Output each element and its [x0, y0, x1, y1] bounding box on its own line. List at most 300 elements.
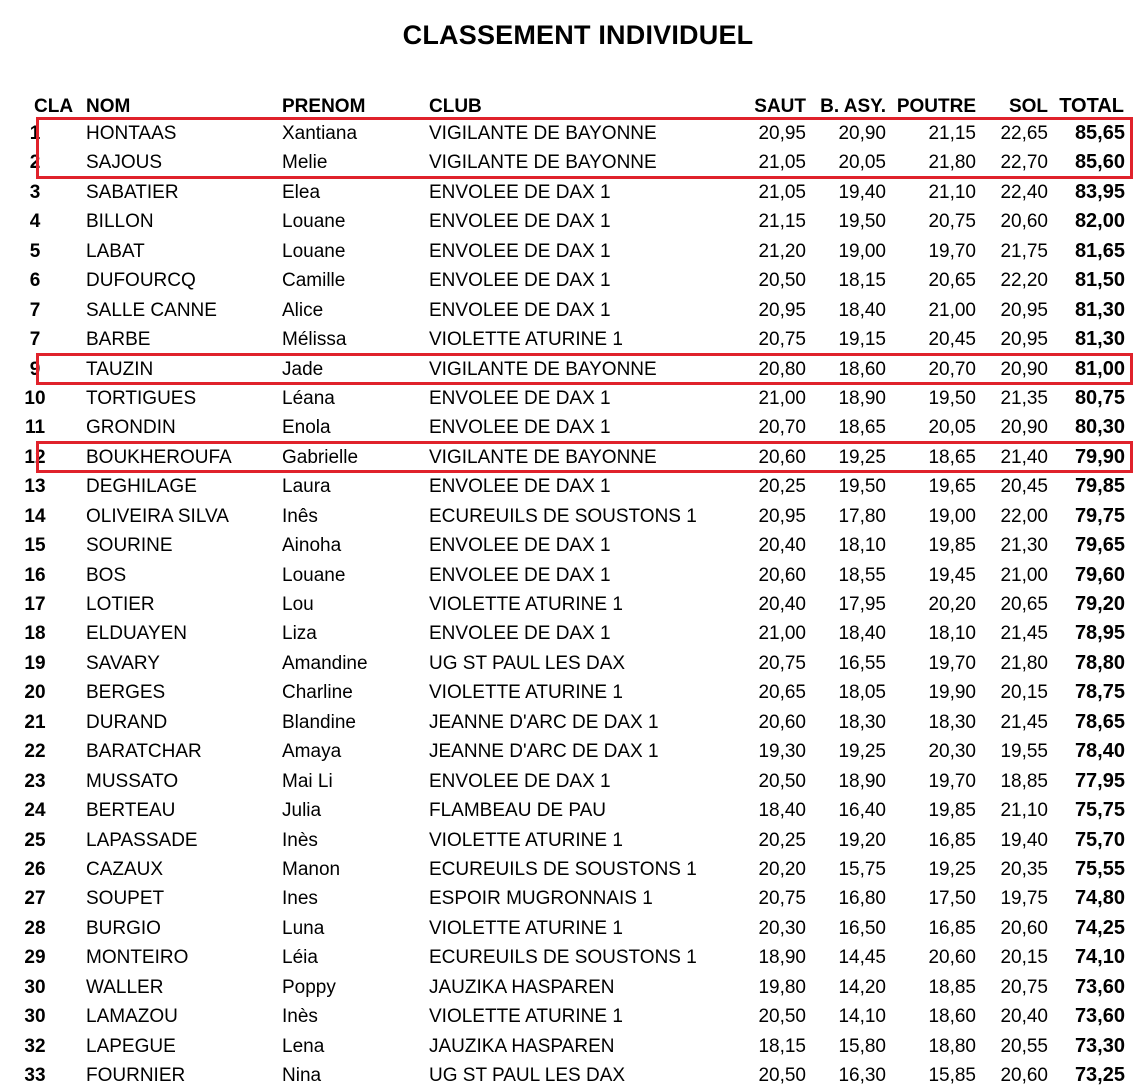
cell-poutre: 19,85 [928, 800, 976, 822]
cell-sol: 20,95 [1000, 329, 1048, 351]
cell-total: 75,55 [1074, 857, 1125, 880]
header-saut: SAUT [754, 96, 806, 117]
cell-nom: LABAT [86, 240, 145, 262]
cell-sol: 22,70 [1000, 152, 1048, 174]
cell-rank: 33 [24, 1065, 46, 1086]
table-row [0, 943, 1142, 972]
cell-club: ENVOLEE DE DAX 1 [429, 535, 611, 557]
cell-saut: 20,40 [758, 594, 806, 615]
cell-basy: 19,50 [838, 211, 886, 233]
cell-prenom: Lena [282, 1035, 325, 1057]
cell-total: 79,85 [1074, 475, 1125, 498]
cell-total: 78,80 [1074, 651, 1125, 674]
cell-saut: 20,40 [758, 535, 806, 557]
cell-prenom: Poppy [282, 976, 336, 998]
cell-club: ENVOLEE DE DAX 1 [429, 299, 611, 321]
cell-rank: 2 [29, 152, 41, 174]
table-row [0, 266, 1142, 295]
cell-basy: 19,20 [838, 829, 886, 851]
cell-prenom: Inès [282, 829, 318, 851]
cell-poutre: 20,05 [928, 417, 976, 439]
cell-total: 73,60 [1074, 975, 1125, 998]
cell-nom: DEGHILAGE [86, 476, 197, 498]
cell-club: VIOLETTE ATURINE 1 [429, 594, 623, 615]
cell-sol: 20,60 [1000, 211, 1048, 233]
cell-rank: 32 [24, 1035, 46, 1057]
cell-poutre: 18,85 [928, 976, 976, 998]
cell-total: 81,30 [1074, 298, 1125, 321]
cell-rank: 9 [29, 358, 41, 380]
table-row [0, 796, 1142, 825]
cell-prenom: Camille [282, 270, 346, 292]
table-row [0, 678, 1142, 707]
table-row [0, 1032, 1142, 1061]
cell-basy: 18,60 [838, 358, 886, 380]
table-row [0, 502, 1142, 531]
cell-nom: SOURINE [86, 535, 173, 557]
cell-sol: 20,95 [1000, 299, 1048, 321]
cell-saut: 20,50 [758, 1065, 806, 1086]
cell-saut: 19,30 [758, 741, 806, 763]
cell-saut: 18,40 [758, 800, 806, 822]
cell-total: 78,65 [1074, 710, 1125, 733]
cell-basy: 19,40 [838, 181, 886, 203]
cell-basy: 17,95 [838, 594, 886, 615]
cell-prenom: Ainoha [282, 535, 342, 557]
cell-rank: 20 [24, 682, 46, 704]
header-rank: CLA [34, 96, 74, 117]
cell-total: 83,95 [1074, 180, 1125, 203]
table-row [0, 384, 1142, 413]
cell-sol: 21,75 [1000, 240, 1048, 262]
cell-prenom: Léana [282, 387, 335, 409]
cell-club: ENVOLEE DE DAX 1 [429, 270, 611, 292]
cell-poutre: 18,10 [928, 623, 976, 645]
cell-poutre: 19,50 [928, 387, 976, 409]
cell-poutre: 16,85 [928, 829, 976, 851]
cell-rank: 1 [29, 123, 41, 144]
cell-club: VIGILANTE DE BAYONNE [429, 152, 657, 174]
cell-rank: 4 [29, 211, 41, 233]
cell-nom: SABATIER [86, 181, 179, 203]
table-row [0, 590, 1142, 619]
cell-rank: 22 [24, 741, 46, 763]
cell-nom: SAVARY [86, 652, 160, 674]
cell-nom: SOUPET [86, 888, 165, 910]
cell-basy: 20,90 [838, 123, 886, 144]
cell-poutre: 19,70 [928, 652, 976, 674]
table-row [0, 355, 1142, 384]
cell-total: 85,65 [1074, 122, 1125, 144]
cell-sol: 18,85 [1000, 770, 1048, 792]
cell-basy: 18,55 [838, 564, 886, 586]
cell-saut: 20,65 [758, 682, 806, 704]
table-row [0, 737, 1142, 766]
cell-prenom: Jade [282, 358, 324, 380]
cell-saut: 18,90 [758, 947, 806, 969]
cell-saut: 20,75 [758, 329, 806, 351]
cell-saut: 21,20 [758, 240, 806, 262]
cell-club: VIOLETTE ATURINE 1 [429, 917, 623, 939]
cell-club: ENVOLEE DE DAX 1 [429, 564, 611, 586]
cell-prenom: Alice [282, 299, 324, 321]
cell-saut: 20,60 [758, 564, 806, 586]
cell-poutre: 20,70 [928, 358, 976, 380]
cell-nom: LAPEGUE [86, 1035, 176, 1057]
cell-sol: 21,80 [1000, 652, 1048, 674]
cell-sol: 20,15 [1000, 947, 1048, 969]
cell-prenom: Manon [282, 858, 341, 880]
cell-club: ENVOLEE DE DAX 1 [429, 211, 611, 233]
cell-total: 74,25 [1074, 916, 1125, 939]
cell-club: JEANNE D'ARC DE DAX 1 [429, 711, 659, 733]
cell-prenom: Léia [282, 947, 318, 969]
cell-saut: 20,25 [758, 476, 806, 498]
cell-club: VIGILANTE DE BAYONNE [429, 123, 657, 144]
cell-saut: 20,20 [758, 858, 806, 880]
cell-rank: 17 [24, 594, 46, 615]
cell-total: 79,90 [1074, 445, 1125, 468]
cell-rank: 30 [24, 1006, 46, 1028]
cell-poutre: 19,70 [928, 240, 976, 262]
cell-rank: 21 [24, 711, 46, 733]
cell-prenom: Laura [282, 476, 331, 498]
cell-poutre: 20,20 [928, 594, 976, 615]
cell-club: VIGILANTE DE BAYONNE [429, 446, 657, 468]
cell-nom: BOUKHEROUFA [86, 446, 232, 468]
cell-saut: 20,60 [758, 711, 806, 733]
cell-prenom: Mélissa [282, 329, 347, 351]
table-row [0, 296, 1142, 325]
cell-prenom: Nina [282, 1065, 322, 1086]
cell-poutre: 18,65 [928, 446, 976, 468]
cell-total: 73,30 [1074, 1034, 1125, 1057]
cell-saut: 18,15 [758, 1035, 806, 1057]
cell-prenom: Enola [282, 417, 331, 439]
cell-nom: BOS [86, 564, 127, 586]
cell-club: VIOLETTE ATURINE 1 [429, 329, 623, 351]
cell-basy: 14,20 [838, 976, 886, 998]
cell-poutre: 19,45 [928, 564, 976, 586]
cell-basy: 14,10 [838, 1006, 886, 1028]
cell-nom: ELDUAYEN [86, 623, 188, 645]
cell-poutre: 19,25 [928, 858, 976, 880]
cell-sol: 19,40 [1000, 829, 1048, 851]
cell-club: ECUREUILS DE SOUSTONS 1 [429, 947, 697, 969]
table-row [0, 826, 1142, 855]
cell-basy: 16,30 [838, 1065, 886, 1086]
cell-sol: 22,40 [1000, 181, 1048, 203]
cell-basy: 15,75 [838, 858, 886, 880]
cell-rank: 7 [29, 299, 41, 321]
header-prenom: PRENOM [282, 96, 366, 117]
cell-saut: 20,30 [758, 917, 806, 939]
cell-rank: 10 [24, 387, 46, 409]
cell-saut: 20,80 [758, 358, 806, 380]
cell-prenom: Xantiana [282, 123, 358, 144]
cell-poutre: 17,50 [928, 888, 976, 910]
cell-nom: MONTEIRO [86, 947, 189, 969]
cell-nom: MUSSATO [86, 770, 179, 792]
cell-nom: BARBE [86, 329, 151, 351]
cell-saut: 20,95 [758, 299, 806, 321]
cell-club: ENVOLEE DE DAX 1 [429, 770, 611, 792]
cell-rank: 13 [24, 476, 46, 498]
cell-total: 81,65 [1074, 239, 1125, 262]
cell-rank: 7 [29, 329, 41, 351]
cell-nom: BERTEAU [86, 800, 176, 822]
cell-sol: 21,45 [1000, 711, 1048, 733]
table-body [0, 119, 1142, 1090]
cell-prenom: Amaya [282, 741, 342, 763]
cell-rank: 29 [24, 947, 46, 969]
cell-sol: 20,35 [1000, 858, 1048, 880]
cell-club: JAUZIKA HASPAREN [429, 1035, 615, 1057]
cell-rank: 24 [24, 800, 46, 822]
cell-nom: GRONDIN [86, 417, 176, 439]
cell-nom: SALLE CANNE [86, 299, 217, 321]
cell-saut: 20,70 [758, 417, 806, 439]
cell-poutre: 18,60 [928, 1006, 976, 1028]
cell-club: ESPOIR MUGRONNAIS 1 [429, 888, 653, 910]
cell-sol: 19,55 [1000, 741, 1048, 763]
cell-poutre: 21,80 [928, 152, 976, 174]
cell-poutre: 19,65 [928, 476, 976, 498]
cell-basy: 19,25 [838, 446, 886, 468]
cell-saut: 20,75 [758, 888, 806, 910]
cell-sol: 20,90 [1000, 358, 1048, 380]
cell-club: ECUREUILS DE SOUSTONS 1 [429, 858, 697, 880]
cell-prenom: Inês [282, 505, 318, 527]
cell-club: FLAMBEAU DE PAU [429, 800, 607, 822]
cell-sol: 19,75 [1000, 888, 1048, 910]
cell-prenom: Ines [282, 888, 318, 910]
table-row [0, 855, 1142, 884]
cell-nom: HONTAAS [86, 123, 177, 144]
cell-total: 78,75 [1074, 681, 1125, 704]
cell-total: 75,70 [1074, 828, 1125, 851]
cell-sol: 20,60 [1000, 1065, 1048, 1086]
cell-sol: 20,15 [1000, 682, 1048, 704]
cell-prenom: Liza [282, 623, 317, 645]
cell-basy: 18,40 [838, 299, 886, 321]
cell-nom: DUFOURCQ [86, 270, 196, 292]
table-row [0, 561, 1142, 590]
cell-prenom: Blandine [282, 711, 356, 733]
table-row [0, 178, 1142, 207]
cell-rank: 26 [24, 858, 46, 880]
cell-basy: 19,25 [838, 741, 886, 763]
cell-club: ENVOLEE DE DAX 1 [429, 417, 611, 439]
cell-prenom: Louane [282, 240, 346, 262]
cell-total: 73,25 [1074, 1064, 1125, 1086]
cell-rank: 28 [24, 917, 46, 939]
cell-club: VIOLETTE ATURINE 1 [429, 1006, 623, 1028]
header-poutre: POUTRE [896, 96, 976, 117]
table-row [0, 413, 1142, 442]
table-row [0, 325, 1142, 354]
cell-basy: 19,00 [838, 240, 886, 262]
cell-total: 81,50 [1074, 269, 1125, 292]
header-nom: NOM [86, 96, 131, 117]
cell-poutre: 19,90 [928, 682, 976, 704]
cell-saut: 20,60 [758, 446, 806, 468]
cell-rank: 15 [24, 535, 46, 557]
cell-saut: 21,00 [758, 623, 806, 645]
cell-rank: 14 [24, 505, 46, 527]
cell-total: 79,60 [1074, 563, 1125, 586]
cell-total: 81,00 [1074, 357, 1125, 380]
cell-rank: 30 [24, 976, 46, 998]
cell-total: 73,60 [1074, 1005, 1125, 1028]
table-row [0, 884, 1142, 913]
cell-total: 74,80 [1074, 887, 1125, 910]
cell-basy: 19,15 [838, 329, 886, 351]
cell-club: JAUZIKA HASPAREN [429, 976, 615, 998]
table-row [0, 708, 1142, 737]
cell-prenom: Inès [282, 1006, 318, 1028]
table-row [0, 619, 1142, 648]
cell-poutre: 15,85 [928, 1065, 976, 1086]
cell-basy: 14,45 [838, 947, 886, 969]
cell-total: 79,75 [1074, 504, 1125, 527]
cell-basy: 16,55 [838, 652, 886, 674]
cell-poutre: 20,45 [928, 329, 976, 351]
table-header [0, 92, 1142, 121]
cell-basy: 18,90 [838, 387, 886, 409]
cell-rank: 11 [24, 417, 46, 439]
cell-club: VIOLETTE ATURINE 1 [429, 829, 623, 851]
cell-rank: 23 [24, 770, 46, 792]
cell-nom: LAPASSADE [86, 829, 198, 851]
cell-nom: FOURNIER [86, 1065, 186, 1086]
cell-rank: 19 [24, 652, 46, 674]
cell-prenom: Julia [282, 800, 322, 822]
cell-club: ENVOLEE DE DAX 1 [429, 181, 611, 203]
cell-poutre: 18,80 [928, 1035, 976, 1057]
cell-saut: 20,50 [758, 770, 806, 792]
cell-basy: 16,80 [838, 888, 886, 910]
cell-prenom: Mai Li [282, 770, 333, 792]
cell-total: 80,75 [1074, 386, 1125, 409]
table-row [0, 443, 1142, 472]
cell-total: 78,40 [1074, 740, 1125, 763]
cell-poutre: 20,75 [928, 211, 976, 233]
cell-poutre: 18,30 [928, 711, 976, 733]
cell-club: JEANNE D'ARC DE DAX 1 [429, 741, 659, 763]
cell-total: 82,00 [1074, 210, 1125, 233]
cell-rank: 6 [29, 270, 41, 292]
cell-sol: 21,45 [1000, 623, 1048, 645]
cell-sol: 20,90 [1000, 417, 1048, 439]
cell-basy: 20,05 [838, 152, 886, 174]
cell-poutre: 16,85 [928, 917, 976, 939]
cell-total: 75,75 [1074, 799, 1125, 822]
cell-basy: 18,40 [838, 623, 886, 645]
cell-prenom: Amandine [282, 652, 368, 674]
cell-prenom: Luna [282, 917, 325, 939]
cell-total: 79,20 [1074, 593, 1125, 615]
cell-club: VIGILANTE DE BAYONNE [429, 358, 657, 380]
cell-total: 78,95 [1074, 622, 1125, 645]
table-row [0, 472, 1142, 501]
table-row [0, 649, 1142, 678]
cell-sol: 21,35 [1000, 387, 1048, 409]
cell-basy: 18,90 [838, 770, 886, 792]
cell-basy: 18,65 [838, 417, 886, 439]
cell-poutre: 19,70 [928, 770, 976, 792]
header-basy: B. ASY. [820, 96, 886, 117]
cell-nom: BERGES [86, 682, 166, 704]
cell-nom: CAZAUX [86, 858, 164, 880]
cell-club: UG ST PAUL LES DAX [429, 1065, 626, 1086]
cell-saut: 20,95 [758, 123, 806, 144]
cell-prenom: Melie [282, 152, 328, 174]
cell-saut: 19,80 [758, 976, 806, 998]
cell-club: ENVOLEE DE DAX 1 [429, 623, 611, 645]
cell-sol: 22,65 [1000, 123, 1048, 144]
cell-basy: 18,15 [838, 270, 886, 292]
cell-club: ENVOLEE DE DAX 1 [429, 387, 611, 409]
cell-saut: 21,05 [758, 181, 806, 203]
cell-sol: 21,00 [1000, 564, 1048, 586]
cell-poutre: 19,85 [928, 535, 976, 557]
cell-rank: 25 [24, 829, 46, 851]
cell-club: ENVOLEE DE DAX 1 [429, 240, 611, 262]
table-row [0, 148, 1142, 177]
cell-basy: 15,80 [838, 1035, 886, 1057]
cell-saut: 21,15 [758, 211, 806, 233]
cell-poutre: 20,60 [928, 947, 976, 969]
cell-nom: BURGIO [86, 917, 161, 939]
cell-nom: LOTIER [86, 594, 155, 615]
cell-poutre: 20,65 [928, 270, 976, 292]
cell-prenom: Lou [282, 594, 314, 615]
cell-club: ECUREUILS DE SOUSTONS 1 [429, 505, 697, 527]
cell-rank: 18 [24, 623, 46, 645]
cell-sol: 20,65 [1000, 594, 1048, 615]
cell-sol: 20,55 [1000, 1035, 1048, 1057]
table-row [0, 973, 1142, 1002]
cell-nom: SAJOUS [86, 152, 163, 174]
cell-saut: 20,50 [758, 270, 806, 292]
cell-nom: BARATCHAR [86, 741, 202, 763]
cell-saut: 21,00 [758, 387, 806, 409]
header-sol: SOL [1008, 96, 1048, 117]
table-row [0, 914, 1142, 943]
cell-total: 85,60 [1074, 151, 1125, 174]
cell-basy: 18,30 [838, 711, 886, 733]
cell-sol: 22,00 [1000, 505, 1048, 527]
cell-sol: 20,75 [1000, 976, 1048, 998]
cell-rank: 5 [29, 240, 41, 262]
cell-poutre: 19,00 [928, 505, 976, 527]
header-total: TOTAL [1059, 95, 1124, 117]
cell-prenom: Louane [282, 564, 346, 586]
cell-basy: 16,40 [838, 800, 886, 822]
cell-nom: OLIVEIRA SILVA [86, 505, 229, 527]
cell-sol: 21,10 [1000, 800, 1048, 822]
cell-sol: 22,20 [1000, 270, 1048, 292]
cell-rank: 12 [24, 446, 46, 468]
cell-basy: 18,05 [838, 682, 886, 704]
cell-sol: 21,30 [1000, 535, 1048, 557]
cell-poutre: 21,00 [928, 299, 976, 321]
cell-club: ENVOLEE DE DAX 1 [429, 476, 611, 498]
cell-nom: DURAND [86, 711, 168, 733]
cell-total: 81,30 [1074, 328, 1125, 351]
cell-total: 79,65 [1074, 534, 1125, 557]
